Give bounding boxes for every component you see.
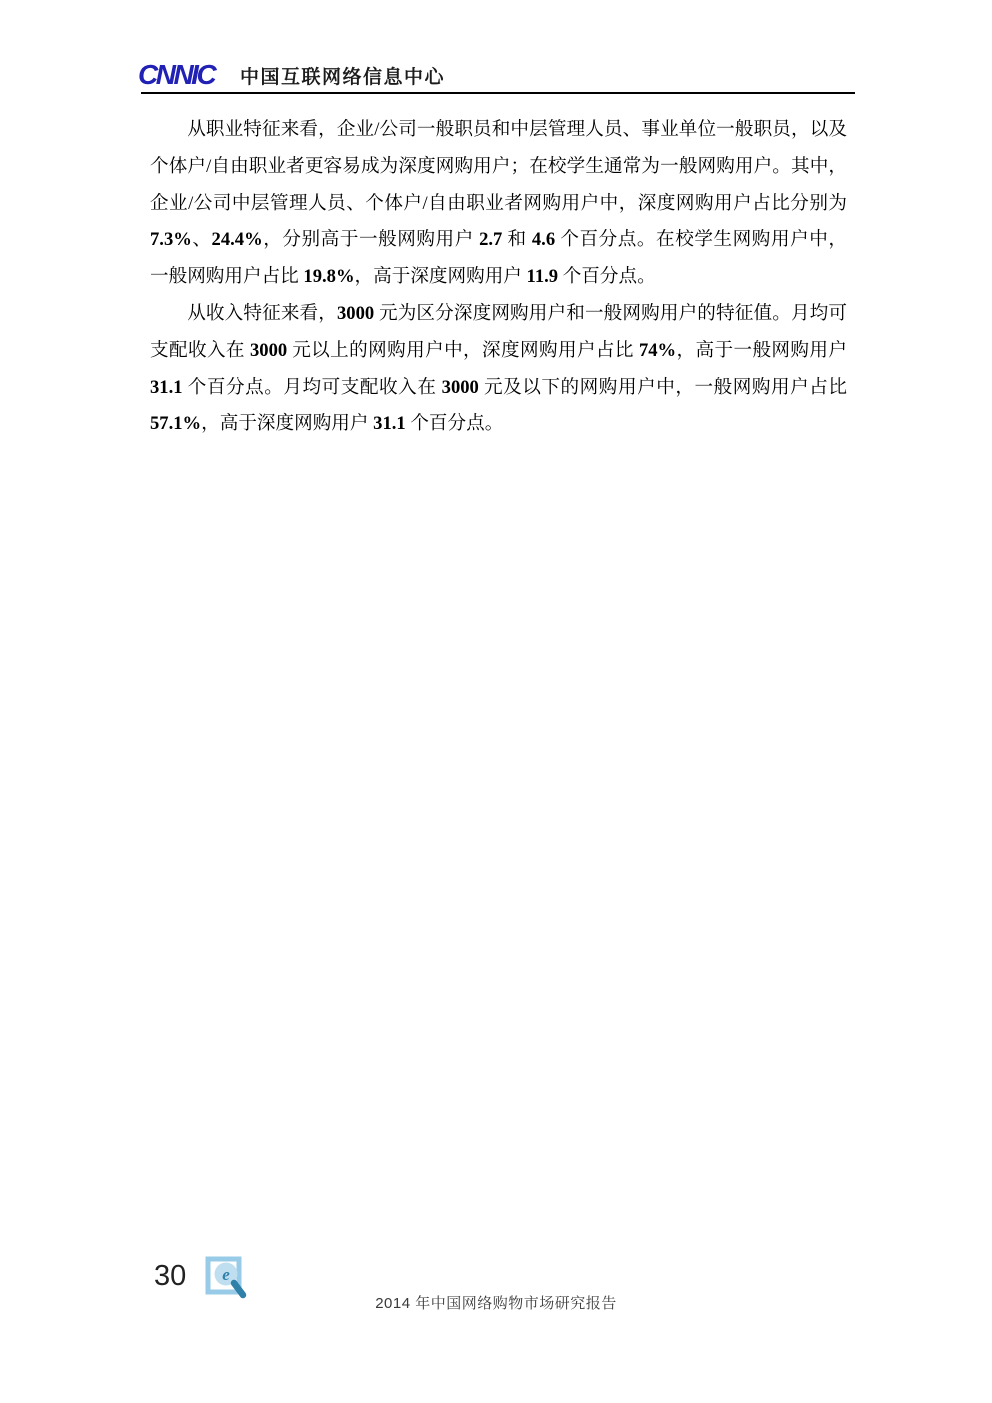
stat-value: 31.1 (373, 413, 406, 435)
report-title: 2014 年中国网络购物市场研究报告 (375, 1295, 617, 1312)
text-run: ，高于深度网购用户 (201, 413, 374, 435)
stat-value: 19.8% (303, 266, 355, 288)
stat-value: 3000 (337, 302, 375, 324)
org-name: 中国互联网络信息中心 (240, 66, 446, 88)
stat-value: 2.7 (479, 229, 503, 251)
text-run: 个百分点。 (405, 413, 504, 435)
stat-value: 74% (638, 339, 677, 361)
cnnic-logo (140, 61, 226, 89)
stat-value: 11.9 (526, 266, 559, 288)
text-run: 个百分点。在校学生网购用户中，一般网购用户占比 (150, 229, 847, 288)
text-run: 个百分点。 (558, 266, 656, 288)
text-run: ，分别高于一般网购用户 (262, 229, 480, 251)
stat-value: 31.1 (150, 376, 183, 398)
text-run: ，高于深度网购用户 (354, 266, 527, 288)
paragraph-occupation-characteristics (150, 112, 847, 296)
page-number: 30 (154, 1260, 187, 1292)
stat-value: 57.1% (150, 413, 202, 435)
text-run: 元以上的网购用户中，深度网购用户占比 (287, 339, 639, 361)
stat-value: 7.3% (150, 229, 192, 251)
paragraph-income-characteristics (150, 296, 847, 443)
stat-value: 24.4% (211, 229, 263, 251)
document-body (150, 112, 847, 443)
stat-value: 3000 (249, 339, 288, 361)
text-run: 从收入特征来看， (187, 302, 337, 324)
text-run: 个百分点。月均可支配收入在 (182, 376, 442, 398)
text-run: ，高于一般网购用户 (676, 339, 847, 361)
magnifier-glyph: e (222, 1265, 230, 1284)
text-run: 元及以下的网购用户中，一般网购用户占比 (478, 376, 847, 398)
cnnic-logo-text: CNNIC (138, 59, 215, 90)
text-run: 从职业特征来看，企业/公司一般职员和中层管理人员、事业单位一般职员，以及个体户/自由职业者更容易成为深度网购用户；在校学生通常为一般网购用户。其中，企业/公司中层管理人员、个体户/自由职业者网购用户中，深度网购用户占比分别为 (150, 119, 847, 214)
header-divider (141, 92, 855, 94)
page-header (140, 58, 856, 92)
text-run: 、 (191, 229, 212, 251)
stat-value: 3000 (441, 376, 479, 398)
text-run: 和 (502, 229, 532, 251)
stat-value: 4.6 (531, 229, 556, 251)
text-run: 元为区分深度网购用户和一般网购用户的特征值。月均可支配收入在 (150, 302, 847, 361)
